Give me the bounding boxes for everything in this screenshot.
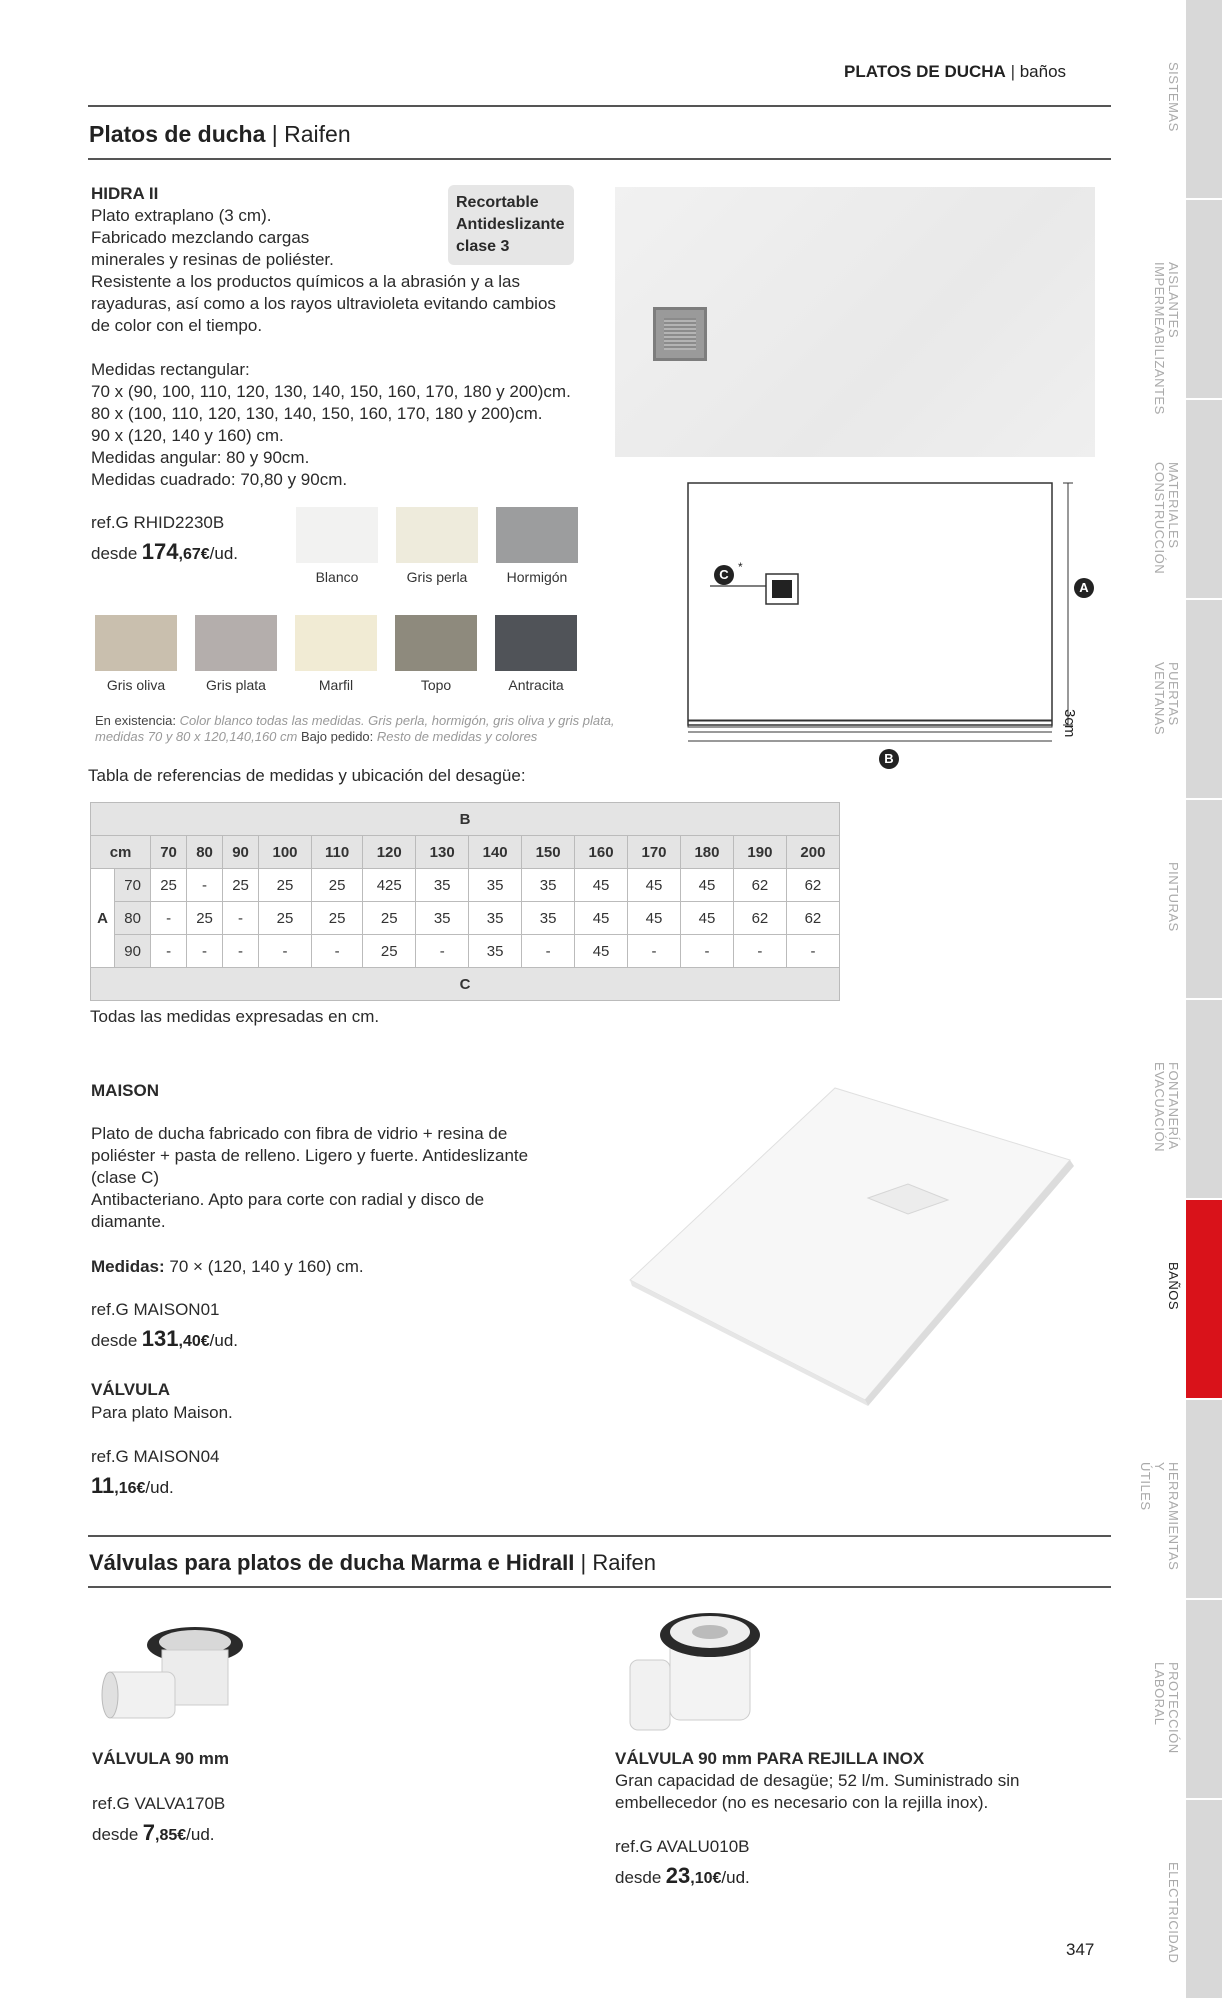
header-section: PLATOS DE DUCHA (844, 62, 1006, 81)
sidebar-tab[interactable] (1186, 1400, 1222, 1598)
label-c: C (714, 565, 734, 585)
table-cell: - (786, 935, 839, 968)
hidra-price (91, 539, 238, 565)
order-text: Resto de medidas y colores (376, 729, 538, 744)
sidebar-tab[interactable] (1186, 600, 1222, 798)
swatch-blanco (296, 507, 378, 563)
maison-desc-2: poliéster + pasta de relleno. Ligero y fuerte. Antideslizante (91, 1146, 529, 1165)
price-unit: /ud. (209, 544, 238, 563)
swatch-label: Antracita (508, 677, 564, 693)
hidra-desc-1: Plato extraplano (3 cm). (91, 206, 272, 225)
table-caption: Tabla de referencias de medidas y ubicación del desagüe: (88, 766, 526, 785)
section-rule-2 (88, 1586, 1111, 1588)
table-cell: 45 (680, 869, 733, 902)
valvula-maison-desc: Para plato Maison. (91, 1403, 233, 1422)
table-cell: - (151, 935, 187, 968)
table-cell: - (259, 935, 312, 968)
sidebar-tab[interactable] (1186, 200, 1222, 398)
table-cell: - (223, 902, 259, 935)
table-cell: 25 (311, 869, 362, 902)
title-main: Válvulas para platos de ducha Marma e HidraII (89, 1550, 575, 1575)
table-col-header: 70 (151, 836, 187, 869)
table-cell: - (311, 935, 362, 968)
table-cell: - (151, 902, 187, 935)
table-cell: 425 (363, 869, 416, 902)
maison-measures (91, 1256, 364, 1278)
table-col-header: 180 (680, 836, 733, 869)
table-cell: - (416, 935, 469, 968)
table-cell: 25 (259, 902, 312, 935)
reference-table (90, 802, 840, 1001)
swatch-label: Marfil (318, 677, 354, 693)
table-cell: - (187, 935, 223, 968)
sidebar-tab-label: FONTANERÍA EVACUACIÓN (1152, 1062, 1181, 1152)
price-unit: /ud. (721, 1868, 750, 1887)
price-decimal: ,10€ (690, 1870, 722, 1887)
stock-text: Color blanco todas las medidas. Gris perla, hormigón, gris oliva y gris plata, (179, 713, 615, 728)
valve-90-image (100, 1610, 250, 1730)
hidra-desc-6: de color con el tiempo. (91, 316, 263, 335)
table-col-header: 190 (733, 836, 786, 869)
table-cell: 25 (363, 935, 416, 968)
maison-desc-4: Antibacteriano. Apto para corte con radial y disco de (91, 1190, 485, 1209)
sidebar-tab[interactable] (1186, 1800, 1222, 1998)
sidebar-tab[interactable] (1186, 1000, 1222, 1198)
swatch-label: Topo (420, 677, 452, 693)
table-cell: 35 (469, 935, 522, 968)
table-cell: 35 (416, 869, 469, 902)
header-rule (88, 105, 1111, 107)
table-cell: - (187, 869, 223, 902)
price-integer: 174 (141, 539, 179, 564)
section-title-2: Válvulas para platos de ducha Marma e HidraII | Raifen (89, 1550, 656, 1575)
price-decimal: ,85€ (155, 1827, 187, 1844)
measures-value: 70 × (120, 140 y 160) cm. (164, 1257, 364, 1276)
table-cell: 35 (416, 902, 469, 935)
table-cell: 45 (575, 902, 628, 935)
sidebar-tab-label: BAÑOS (1166, 1262, 1181, 1311)
hidra-measure-6: Medidas cuadrado: 70,80 y 90cm. (91, 470, 348, 489)
hidra-measure-5: Medidas angular: 80 y 90cm. (91, 448, 310, 467)
hidra-desc-2: Fabricado mezclando cargas (91, 228, 310, 247)
swatch-label: Blanco (315, 569, 359, 585)
table-col-header: 130 (416, 836, 469, 869)
valv90inox-desc-1: Gran capacidad de desagüe; 52 l/m. Suministrado sin (615, 1771, 1020, 1790)
table-row-label: 70 (115, 869, 151, 902)
swatch-gris-oliva (95, 615, 177, 671)
table-cell: 25 (259, 869, 312, 902)
hidra-desc-5: rayaduras, así como a los rayos ultravioleta evitando cambios (91, 294, 556, 313)
label-c-star: * (738, 560, 743, 574)
sidebar-tab[interactable] (1186, 800, 1222, 998)
table-cell: - (628, 935, 681, 968)
title-rule (88, 158, 1111, 160)
stock-note (95, 713, 675, 745)
table-cell: 35 (522, 869, 575, 902)
table-cell: 25 (363, 902, 416, 935)
badge-line-3: clase 3 (456, 238, 510, 255)
price-integer: 23 (665, 1863, 691, 1888)
sidebar-tab-label: PINTURAS (1166, 862, 1181, 932)
table-cell: 25 (151, 869, 187, 902)
sidebar-tab-label: AISLANTES IMPERMEABILIZANTES (1152, 262, 1181, 415)
price-prefix: desde (615, 1868, 662, 1887)
page-number: 347 (1066, 1940, 1095, 1959)
sidebar-tab-label: SISTEMAS (1166, 62, 1181, 132)
hidra-product-image (615, 187, 1095, 457)
hidra-name: HIDRA II (91, 184, 159, 203)
price-prefix: desde (92, 1825, 139, 1844)
badge-line-2: Antideslizante (456, 216, 565, 233)
valve-90-inox-image (625, 1600, 765, 1735)
table-a-label: A (91, 869, 115, 968)
hidra-ref: ref.G RHID2230B (91, 513, 225, 532)
maison-desc-5: diamante. (91, 1212, 166, 1231)
hidra-measure-4: 90 x (120, 140 y 160) cm. (91, 426, 284, 445)
sidebar-tab-label: HERRAMIENTAS Y ÚTILES (1138, 1462, 1181, 1571)
table-cell: 35 (469, 869, 522, 902)
table-cell: 45 (575, 869, 628, 902)
table-col-header: 100 (259, 836, 312, 869)
section-title-1: Platos de ducha | Raifen (89, 121, 351, 147)
stock-text-2: medidas 70 y 80 x 120,140,160 cm (95, 729, 298, 744)
label-b: B (879, 749, 899, 769)
hidra-measure-3: 80 x (100, 110, 120, 130, 140, 150, 160, 170, 180 y 200)cm. (91, 404, 543, 423)
table-cell: - (733, 935, 786, 968)
table-cell: 45 (628, 869, 681, 902)
maison-ref: ref.G MAISON01 (91, 1300, 220, 1319)
table-corner: cm (91, 836, 151, 869)
valv90-price (92, 1820, 215, 1846)
sidebar-tab[interactable] (1186, 1200, 1222, 1398)
table-cell: - (223, 935, 259, 968)
sidebar-tab[interactable] (1186, 400, 1222, 598)
swatch-hormigon (496, 507, 578, 563)
table-cell: - (680, 935, 733, 968)
sidebar-tab-label: MATERIALES CONSTRUCCIÓN (1152, 462, 1181, 575)
valv90-ref: ref.G VALVA170B (92, 1794, 226, 1813)
maison-desc-3: (clase C) (91, 1168, 160, 1187)
maison-price (91, 1326, 238, 1352)
table-cell: 35 (522, 902, 575, 935)
swatch-label: Hormigón (506, 569, 568, 585)
price-decimal: ,16€ (114, 1480, 146, 1497)
price-prefix: desde (91, 1331, 138, 1350)
table-cell: 25 (223, 869, 259, 902)
swatch-topo (395, 615, 477, 671)
valvula-maison-price (91, 1473, 174, 1499)
price-integer: 131 (141, 1326, 179, 1351)
price-unit: /ud. (209, 1331, 238, 1350)
table-cell: - (522, 935, 575, 968)
sidebar-tab-label: PUERTAS VENTANAS (1152, 662, 1181, 736)
table-col-header: 170 (628, 836, 681, 869)
table-col-header: 140 (469, 836, 522, 869)
sidebar-tab-label: ELECTRICIDAD (1166, 1862, 1181, 1964)
badge-line-1: Recortable (456, 194, 539, 211)
table-cell: 62 (786, 869, 839, 902)
hidra-badge (448, 185, 574, 265)
hidra-desc-4: Resistente a los productos químicos a la abrasión y a las (91, 272, 521, 291)
title-brand: Raifen (284, 121, 351, 147)
table-col-header: 150 (522, 836, 575, 869)
swatch-label: Gris perla (406, 569, 468, 585)
label-a: A (1074, 578, 1094, 598)
measures-label: Medidas: (91, 1257, 165, 1276)
table-col-header: 200 (786, 836, 839, 869)
table-cell: 25 (187, 902, 223, 935)
hidra-desc-3: minerales y resinas de poliéster. (91, 250, 334, 269)
swatch-label: Gris oliva (106, 677, 166, 693)
hidra-dimension-diagram (680, 478, 1110, 778)
hidra-measure-1: Medidas rectangular: (91, 360, 250, 379)
swatch-marfil (295, 615, 377, 671)
valvula-maison-ref: ref.G MAISON04 (91, 1447, 220, 1466)
price-unit: /ud. (186, 1825, 215, 1844)
swatch-antracita (495, 615, 577, 671)
table-row-label: 90 (115, 935, 151, 968)
maison-desc-1: Plato de ducha fabricado con fibra de vidrio + resina de (91, 1124, 508, 1143)
table-note: Todas las medidas expresadas en cm. (90, 1007, 380, 1026)
maison-product-image (610, 1080, 1080, 1410)
table-col-header: 90 (223, 836, 259, 869)
section-rule (88, 1535, 1111, 1537)
label-thickness: 3cm (1061, 709, 1078, 738)
table-row-label: 80 (115, 902, 151, 935)
valv90-name: VÁLVULA 90 mm (92, 1749, 229, 1768)
header-sub: baños (1019, 62, 1067, 81)
table-cell: 45 (575, 935, 628, 968)
drain-icon (653, 307, 707, 361)
maison-name: MAISON (91, 1081, 159, 1100)
table-col-header: 160 (575, 836, 628, 869)
swatch-gris-plata (195, 615, 277, 671)
valv90inox-price (615, 1863, 750, 1889)
valv90inox-name: VÁLVULA 90 mm PARA REJILLA INOX (615, 1749, 925, 1768)
sidebar-tab-label: PROTECCIÓN LABORAL (1152, 1662, 1181, 1754)
valv90inox-ref: ref.G AVALU010B (615, 1837, 750, 1856)
table-col-header: 110 (311, 836, 362, 869)
price-decimal: ,67€ (178, 546, 210, 563)
price-unit: /ud. (145, 1478, 174, 1497)
table-cell: 25 (311, 902, 362, 935)
price-decimal: ,40€ (178, 1333, 210, 1350)
table-c-label: C (91, 968, 840, 1001)
stock-label: En existencia: (95, 713, 176, 728)
table-col-header: 80 (187, 836, 223, 869)
table-cell: 45 (680, 902, 733, 935)
valv90inox-desc-2: embellecedor (no es necesario con la rejilla inox). (615, 1793, 989, 1812)
price-integer: 11 (91, 1473, 115, 1498)
title-main: Platos de ducha (89, 121, 266, 147)
table-cell: 62 (733, 902, 786, 935)
table-cell: 45 (628, 902, 681, 935)
title-brand: Raifen (592, 1550, 656, 1575)
page-header: PLATOS DE DUCHA | baños (844, 62, 1067, 81)
sidebar-tab[interactable] (1186, 1600, 1222, 1798)
valvula-maison-name: VÁLVULA (91, 1380, 171, 1399)
table-cell: 62 (786, 902, 839, 935)
table-cell: 35 (469, 902, 522, 935)
price-prefix: desde (91, 544, 138, 563)
table-b-label: B (91, 803, 840, 836)
swatch-gris-perla (396, 507, 478, 563)
table-cell: 62 (733, 869, 786, 902)
sidebar-tab[interactable] (1186, 0, 1222, 198)
swatch-label: Gris plata (206, 677, 266, 693)
hidra-measure-2: 70 x (90, 100, 110, 120, 130, 140, 150, 160, 170, 180 y 200)cm. (91, 382, 571, 401)
price-integer: 7 (142, 1820, 156, 1845)
order-label: Bajo pedido: (300, 729, 374, 744)
table-col-header: 120 (363, 836, 416, 869)
